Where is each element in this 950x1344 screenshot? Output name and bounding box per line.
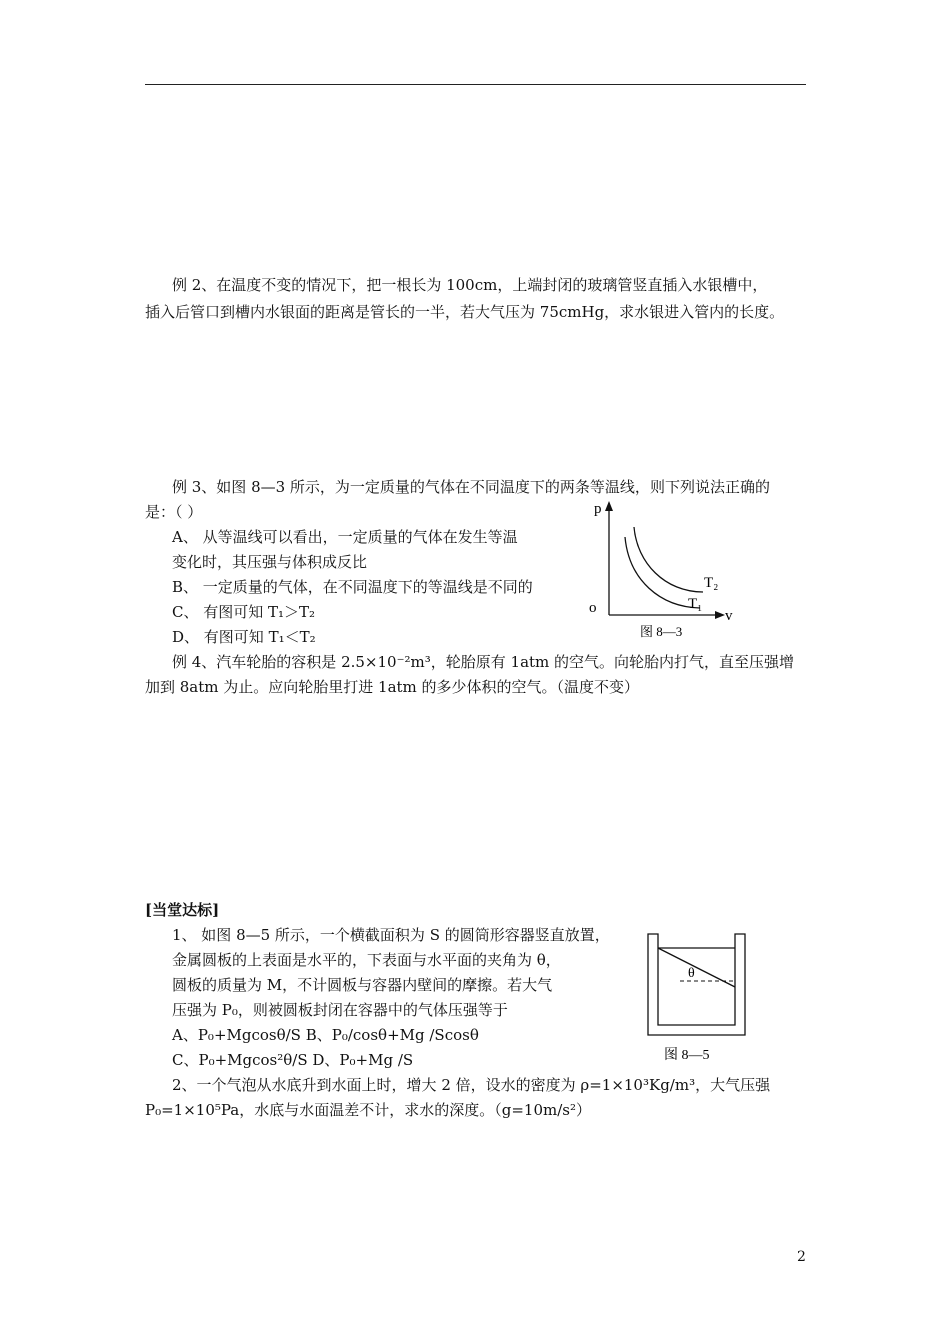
isotherm-figure (585, 495, 745, 645)
isotherm-t2-curve (634, 527, 703, 592)
q1-options-cd: C、P₀+Mgcos²θ/S D、P₀+Mg /S (172, 1051, 414, 1069)
header-rule (145, 84, 806, 85)
origin-label: o (589, 600, 597, 616)
example4-line1: 例 4、汽车轮胎的容积是 2.5×10⁻²m³，轮胎原有 1atm 的空气。向轮胎内打气，直至压强增 (172, 653, 795, 671)
q2-line1: 2、一个气泡从水底升到水面上时，增大 2 倍，设水的密度为 ρ=1×10³Kg/m³，大气压强 (172, 1076, 771, 1094)
q1-line3: 圆板的质量为 M，不计圆板与容器内壁间的摩擦。若大气 (172, 976, 553, 994)
q1-options-ab: A、P₀+Mgcosθ/S B、P₀/cosθ+Mg /Scosθ (172, 1026, 479, 1044)
p-axis-arrow (605, 501, 613, 511)
q2-line2: P₀=1×10⁵Pa，水底与水面温差不计，求水的深度。（g=10m/s²） (145, 1101, 591, 1119)
example3-option-b: B、 一定质量的气体，在不同温度下的等温线是不同的 (172, 578, 533, 596)
t1-label: T₁ (688, 596, 703, 612)
example3-option-c: C、 有图可知 T₁＞T₂ (172, 603, 316, 621)
example3-option-d: D、 有图可知 T₁＜T₂ (172, 628, 316, 646)
theta-label: θ (688, 966, 695, 981)
example3-line2: 是：（ ） (145, 503, 203, 521)
example2-line1: 例 2、在温度不变的情况下，把一根长为 100cm，上端封闭的玻璃管竖直插入水银槽中， (172, 276, 768, 294)
t2-label: T₂ (704, 575, 719, 591)
example3-option-a1: A、 从等温线可以看出，一定质量的气体在发生等温 (172, 528, 518, 546)
p-axis-label: p (594, 501, 602, 517)
example4-line2: 加到 8atm 为止。应向轮胎里打进 1atm 的多少体积的空气。（温度不变） (145, 678, 640, 696)
v-axis-arrow (715, 611, 725, 619)
example3-option-a2: 变化时，其压强与体积成反比 (172, 553, 368, 571)
practice-heading: [当堂达标] (145, 901, 220, 919)
page-number: 2 (797, 1249, 806, 1265)
q1-line1: 1、 如图 8—5 所示，一个横截面积为 S 的圆筒形容器竖直放置， (172, 926, 610, 944)
example3-line1: 例 3、如图 8—3 所示，为一定质量的气体在不同温度下的两条等温线，则下列说法正确的 (172, 478, 770, 496)
container-figure (640, 930, 760, 1070)
figure-8-5-caption: 图 8—5 (664, 1048, 710, 1063)
v-axis-label: v (725, 608, 733, 624)
q1-line4: 压强为 P₀，则被圆板封闭在容器中的气体压强等于 (172, 1001, 508, 1019)
example2-line2: 插入后管口到槽内水银面的距离是管长的一半，若大气压为 75cmHg，求水银进入管内的长度。 (145, 303, 785, 321)
q1-line2: 金属圆板的上表面是水平的，下表面与水平面的夹角为 θ， (172, 951, 561, 969)
figure-8-3-caption: 图 8—3 (640, 624, 683, 639)
